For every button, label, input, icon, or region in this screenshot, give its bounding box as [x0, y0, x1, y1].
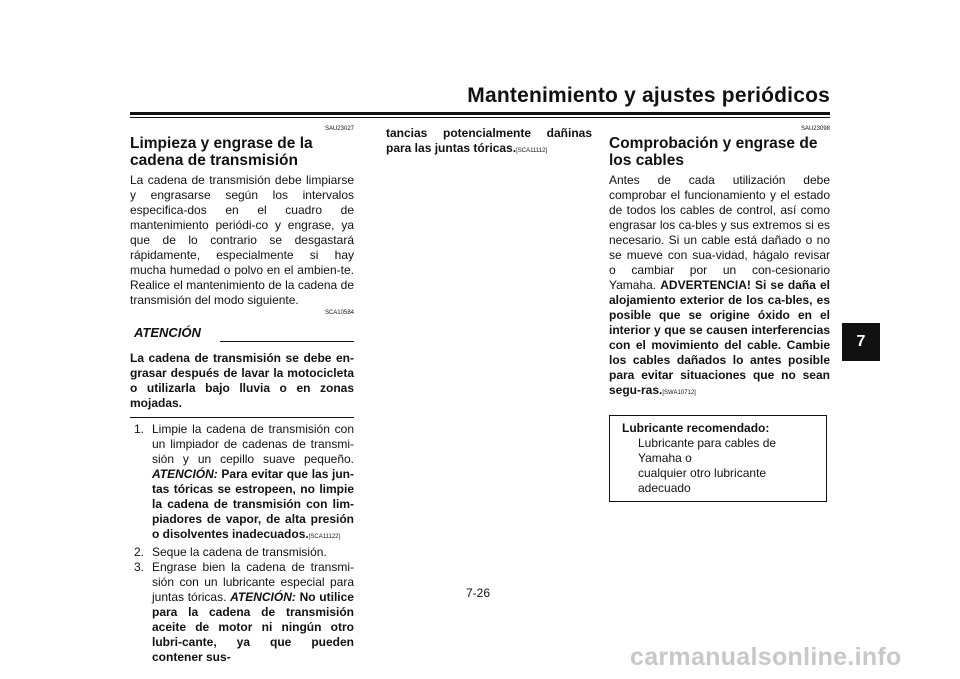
lubricant-value: cualquier otro lubricante adecuado [638, 466, 767, 495]
cables-warning: ADVERTENCIA! Si se daña el alojamiento exterior de los ca-bles, es posible que se origine óxido en el interior y que se causen interferencias con el movimiento del cable. Cambie los cables dañados lo antes posible para evitar situaciones que no sean segu-ras. [609, 278, 830, 397]
attention-text: La cadena de transmisión se debe en-grasar después de lavar la motocicleta o utilizarla bajo lluvia o en zonas mojadas. [130, 351, 354, 410]
step-number: 2. [134, 545, 145, 559]
step-code: [SCA11122] [308, 534, 341, 540]
column-3 [609, 126, 830, 502]
step-number: 3. [134, 560, 145, 574]
step-attention-text: No utilice para la cadena de transmisión aceite de motor ni ningún otro lubri-cante, ya que pueden contener sus- [152, 590, 354, 664]
column-1 [130, 126, 354, 665]
attention-bottom-rule [130, 417, 354, 418]
section-title-chain: Limpieza y engrase de la cadena de transmisión [130, 135, 313, 169]
section-code: SAU23027 [324, 126, 354, 132]
cables-text: Antes de cada utilización debe comprobar el funcionamiento y el estado de todos los cables de control, así como engrasar los ca-bles y sus extremos si es necesario. Si un cable está dañado o no se mueve con sua-vidad, hágalo revisar o cambiar por un con-cesionario Yamaha. [609, 173, 830, 292]
step-text: Limpie la cadena de transmisión con un limpiador de cadenas de transmi-sión y un cepillo suave pequeño. [152, 422, 354, 466]
list-item [130, 545, 354, 560]
attention-code: SCA10584 [324, 310, 354, 316]
section-title-cables: Comprobación y engrase de los cables [609, 135, 818, 169]
attention-rule [220, 341, 354, 342]
step-attention-label: ATENCIÓN: [230, 590, 296, 604]
lubricant-title: Lubricante recomendado: [622, 421, 770, 435]
attention-label: ATENCIÓN [134, 325, 201, 340]
chapter-tab: 7 [842, 323, 880, 361]
step-text: Seque la cadena de transmisión. [152, 545, 327, 559]
page-title: Mantenimiento y ajustes periódicos [467, 84, 830, 107]
continuation-text [386, 126, 592, 159]
continuation-bold: tancias potencialmente dañinas para las juntas tóricas. [386, 126, 592, 155]
lubricant-box [609, 415, 827, 502]
page-number: 7-26 [466, 586, 491, 600]
header-rule-thick [130, 112, 830, 115]
step-attention-label: ATENCIÓN: [152, 467, 218, 481]
list-item [130, 560, 354, 665]
section-code: SAU23098 [800, 126, 830, 132]
step-text: Engrase bien la cadena de transmi-sión con un lubricante especial para juntas tóricas. [152, 560, 354, 604]
cables-paragraph [609, 173, 830, 401]
lubricant-value: Lubricante para cables de Yamaha o [638, 436, 777, 465]
attention-banner [130, 323, 354, 345]
watermark: carmanualsonline.info [630, 643, 902, 671]
header-rule-thin [130, 117, 830, 118]
chain-steps-list [130, 422, 354, 665]
column-2 [386, 126, 592, 159]
list-item [130, 422, 354, 545]
step-attention-text: Para evitar que las jun-tas tóricas se estropeen, no limpie la cadena de transmisión con lim-piadores de vapor, de alta presión o disolventes inadecuados. [152, 467, 354, 541]
chain-intro-paragraph: La cadena de transmisión debe limpiarse y engrasarse según los intervalos especifica-dos en el cuadro de mantenimiento periódi-co y engrase, ya que de lo contrario se desgastará rápidamente, especialmente si hay mucha humedad o polvo en el ambien-te. Realice el mantenimiento de la cadena de transmisión del modo siguiente. [130, 173, 354, 307]
page-header [130, 84, 830, 124]
cables-warning-code: [SWA10712] [662, 390, 696, 396]
step-number: 1. [134, 422, 145, 436]
continuation-code: [SCA11112] [516, 148, 548, 154]
